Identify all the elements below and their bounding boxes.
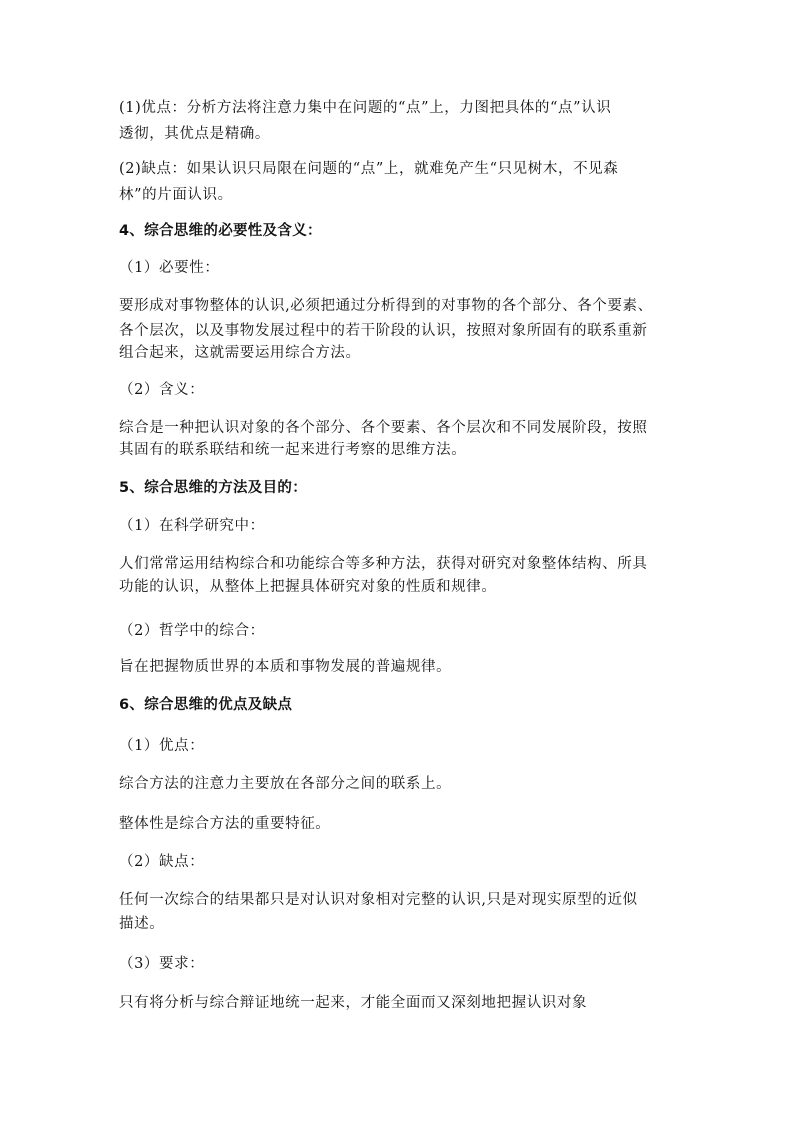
subheading: （1）在科学研究中：	[119, 518, 265, 534]
paragraph-line: 功能的认识，从整体上把握具体研究对象的性质和规律。	[119, 579, 497, 595]
paragraph-line: 只有将分析与综合辩证地统一起来，才能全面而又深刻地把握认识对象	[119, 995, 588, 1011]
paragraph-line: 各个层次，以及事物发展过程中的若干阶段的认识，按照对象所固有的联系重新	[119, 323, 648, 339]
paragraph-line: 组合起来，这就需要运用综合方法。	[119, 345, 361, 361]
paragraph-line: 林”的片面认识。	[119, 187, 233, 203]
paragraph-line: 描述。	[119, 916, 165, 932]
subheading: （2）含义：	[119, 382, 205, 398]
paragraph-line: 综合是一种把认识对象的各个部分、各个要素、各个层次和不同发展阶段，按照	[119, 420, 648, 436]
paragraph-line: 整体性是综合方法的重要特征。	[119, 816, 331, 832]
paragraph-line: (2)缺点：如果认识只局限在问题的“点”上，就难免产生“只见树木，不见森	[119, 161, 619, 177]
paragraph-line: (1)优点：分析方法将注意力集中在问题的“点”上，力图把具体的“点”认识	[119, 100, 612, 116]
section-heading: 6、综合思维的优点及缺点	[119, 697, 293, 713]
paragraph-line: 任何一次综合的结果都只是对认识对象相对完整的认识,只是对现实原型的近似	[119, 892, 638, 908]
subheading: （1）优点：	[119, 738, 205, 754]
section-heading: 5、综合思维的方法及目的：	[119, 480, 307, 496]
subheading: （3）要求：	[119, 956, 205, 972]
subheading: （1）必要性：	[119, 260, 220, 276]
paragraph-line: 人们常常运用结构综合和功能综合等多种方法，获得对研究对象整体结构、所具	[119, 556, 648, 572]
paragraph-line: 其固有的联系联结和统一起来进行考察的思维方法。	[119, 442, 467, 458]
paragraph-line: 透彻，其优点是精确。	[119, 126, 270, 142]
section-heading: 4、综合思维的必要性及含义：	[119, 223, 322, 239]
paragraph-line: 综合方法的注意力主要放在各部分之间的联系上。	[119, 776, 452, 792]
paragraph-line: 要形成对事物整体的认识,必须把通过分析得到的对事物的各个部分、各个要素、	[119, 298, 653, 314]
subheading: （2）哲学中的综合：	[119, 623, 265, 639]
subheading: （2）缺点：	[119, 854, 205, 870]
paragraph-line: 旨在把握物质世界的本质和事物发展的普遍规律。	[119, 659, 452, 675]
